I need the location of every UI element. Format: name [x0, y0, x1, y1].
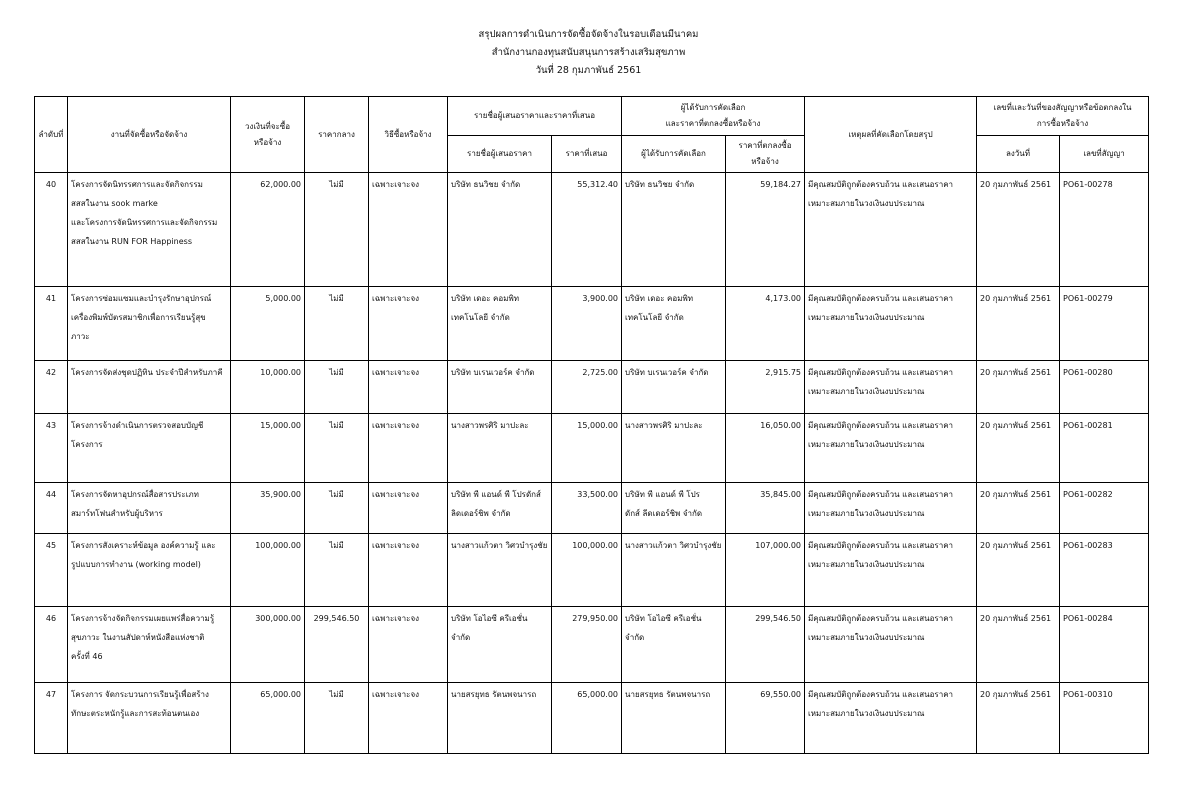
- cell-budget: 65,000.00: [231, 683, 305, 754]
- cell-selected: บริษัท เดอะ คอมพิท เทคโนโลยี จำกัด: [622, 287, 726, 361]
- table-row: [35, 683, 1149, 754]
- cell-seq: 47: [35, 683, 68, 754]
- cell-reason: มีคุณสมบัติถูกต้องครบถ้วน และเสนอราคา เหมาะสมภายในวงเงินงบประมาณ: [805, 534, 977, 607]
- cell-bidder: บริษัท บเรนเวอร์ค จำกัด: [448, 361, 552, 414]
- cell-work: โครงการจ้างจัดกิจกรรมเผยแพร่สื่อความรู้ สุขภาวะ ในงานสัปดาห์หนังสือแห่งชาติ ครั้งที่ 46: [68, 607, 231, 683]
- cell-seq: 45: [35, 534, 68, 607]
- cell-contract-date: 20 กุมภาพันธ์ 2561: [977, 361, 1060, 414]
- cell-work: โครงการจ้างดำเนินการตรวจสอบบัญชี โครงการ: [68, 414, 231, 483]
- cell-bid-price: 33,500.00: [552, 483, 622, 534]
- header-median-price: ราคากลาง: [305, 97, 369, 173]
- cell-agreed-price: 4,173.00: [726, 287, 805, 361]
- header-method: วิธีซื้อหรือจ้าง: [369, 97, 448, 173]
- cell-bidder: นางสาวพรศิริ มาปะละ: [448, 414, 552, 483]
- cell-agreed-price: 35,845.00: [726, 483, 805, 534]
- cell-median-price: ไม่มี: [305, 361, 369, 414]
- cell-bid-price: 65,000.00: [552, 683, 622, 754]
- cell-agreed-price: 107,000.00: [726, 534, 805, 607]
- header-selected-group: ผู้ได้รับการคัดเลือก และราคาที่ตกลงซื้อหรือจ้าง: [622, 97, 805, 136]
- cell-selected: นางสาวแก้วตา วิศวบำรุงชัย: [622, 534, 726, 607]
- cell-contract-date: 20 กุมภาพันธ์ 2561: [977, 173, 1060, 287]
- table-row: [35, 173, 1149, 287]
- header-contract-group: เลขที่และวันที่ของสัญญาหรือข้อตกลงใน การซื้อหรือจ้าง: [977, 97, 1149, 136]
- report-title: สรุปผลการดำเนินการจัดซื้อจัดจ้างในรอบเดือนมีนาคม: [478, 29, 699, 40]
- cell-method: เฉพาะเจาะจง: [369, 683, 448, 754]
- cell-median-price: ไม่มี: [305, 173, 369, 287]
- cell-selected: นายสรยุทธ รัตนพจนารถ: [622, 683, 726, 754]
- cell-bid-price: 100,000.00: [552, 534, 622, 607]
- cell-budget: 100,000.00: [231, 534, 305, 607]
- cell-seq: 43: [35, 414, 68, 483]
- cell-work: โครงการสังเคราะห์ข้อมูล องค์ความรู้ และ รูปแบบการทำงาน (working model): [68, 534, 231, 607]
- cell-bidder: นางสาวแก้วตา วิศวบำรุงชัย: [448, 534, 552, 607]
- cell-agreed-price: 69,550.00: [726, 683, 805, 754]
- cell-median-price: ไม่มี: [305, 683, 369, 754]
- cell-contract-no: PO61-00280: [1060, 361, 1149, 414]
- cell-bid-price: 279,950.00: [552, 607, 622, 683]
- cell-selected: บริษัท ธนวิชย จำกัด: [622, 173, 726, 287]
- cell-reason: มีคุณสมบัติถูกต้องครบถ้วน และเสนอราคา เหมาะสมภายในวงเงินงบประมาณ: [805, 414, 977, 483]
- cell-median-price: ไม่มี: [305, 414, 369, 483]
- cell-contract-date: 20 กุมภาพันธ์ 2561: [977, 607, 1060, 683]
- header-bid-price: ราคาที่เสนอ: [552, 136, 622, 173]
- organization-name: สำนักงานกองทุนสนับสนุนการสร้างเสริมสุขภาพ: [491, 47, 686, 58]
- cell-selected: นางสาวพรศิริ มาปะละ: [622, 414, 726, 483]
- cell-reason: มีคุณสมบัติถูกต้องครบถ้วน และเสนอราคา เหมาะสมภายในวงเงินงบประมาณ: [805, 287, 977, 361]
- cell-work: โครงการจัดส่งชุดปฏิทิน ประจำปีสำหรับภาคี: [68, 361, 231, 414]
- cell-contract-date: 20 กุมภาพันธ์ 2561: [977, 483, 1060, 534]
- cell-contract-no: PO61-00310: [1060, 683, 1149, 754]
- cell-median-price: ไม่มี: [305, 534, 369, 607]
- table-row: [35, 607, 1149, 683]
- cell-method: เฉพาะเจาะจง: [369, 534, 448, 607]
- cell-reason: มีคุณสมบัติถูกต้องครบถ้วน และเสนอราคา เหมาะสมภายในวงเงินงบประมาณ: [805, 607, 977, 683]
- report-date: วันที่ 28 กุมภาพันธ์ 2561: [535, 65, 642, 76]
- header-contract-date: ลงวันที่: [977, 136, 1060, 173]
- table-row: [35, 287, 1149, 361]
- header-contract-no: เลขที่สัญญา: [1060, 136, 1149, 173]
- cell-contract-date: 20 กุมภาพันธ์ 2561: [977, 414, 1060, 483]
- header-budget: วงเงินที่จะซื้อ หรือจ้าง: [231, 97, 305, 173]
- cell-median-price: 299,546.50: [305, 607, 369, 683]
- header-bidders-group: รายชื่อผู้เสนอราคาและราคาที่เสนอ: [448, 97, 622, 136]
- cell-agreed-price: 299,546.50: [726, 607, 805, 683]
- cell-selected: บริษัท พี แอนด์ พี โปร ดักส์ ลีดเดอร์ชิพ จำกัด: [622, 483, 726, 534]
- cell-work: โครงการจัดหาอุปกรณ์สื่อสารประเภท สมาร์ทโฟนสำหรับผู้บริหาร: [68, 483, 231, 534]
- header-reason: เหตุผลที่คัดเลือกโดยสรุป: [805, 97, 977, 173]
- cell-budget: 62,000.00: [231, 173, 305, 287]
- cell-bid-price: 3,900.00: [552, 287, 622, 361]
- cell-method: เฉพาะเจาะจง: [369, 414, 448, 483]
- cell-bidder: นายสรยุทธ รัตนพจนารถ: [448, 683, 552, 754]
- cell-selected: บริษัท บเรนเวอร์ค จำกัด: [622, 361, 726, 414]
- cell-bid-price: 2,725.00: [552, 361, 622, 414]
- table-row: [35, 361, 1149, 414]
- header-bidder-name: รายชื่อผู้เสนอราคา: [448, 136, 552, 173]
- cell-seq: 40: [35, 173, 68, 287]
- cell-bid-price: 55,312.40: [552, 173, 622, 287]
- header-selected-name: ผู้ได้รับการคัดเลือก: [622, 136, 726, 173]
- cell-agreed-price: 59,184.27: [726, 173, 805, 287]
- cell-contract-no: PO61-00279: [1060, 287, 1149, 361]
- table-row: [35, 483, 1149, 534]
- cell-bidder: บริษัท เดอะ คอมพิท เทคโนโลยี จำกัด: [448, 287, 552, 361]
- header-agreed-price: ราคาที่ตกลงซื้อ หรือจ้าง: [726, 136, 805, 173]
- cell-bid-price: 15,000.00: [552, 414, 622, 483]
- cell-reason: มีคุณสมบัติถูกต้องครบถ้วน และเสนอราคา เหมาะสมภายในวงเงินงบประมาณ: [805, 361, 977, 414]
- cell-budget: 300,000.00: [231, 607, 305, 683]
- cell-seq: 46: [35, 607, 68, 683]
- cell-bidder: บริษัท ธนวิชย จำกัด: [448, 173, 552, 287]
- cell-budget: 10,000.00: [231, 361, 305, 414]
- cell-contract-date: 20 กุมภาพันธ์ 2561: [977, 683, 1060, 754]
- table-row: [35, 534, 1149, 607]
- cell-method: เฉพาะเจาะจง: [369, 287, 448, 361]
- header-work: งานที่จัดซื้อหรือจัดจ้าง: [68, 97, 231, 173]
- cell-reason: มีคุณสมบัติถูกต้องครบถ้วน และเสนอราคา เหมาะสมภายในวงเงินงบประมาณ: [805, 483, 977, 534]
- cell-seq: 44: [35, 483, 68, 534]
- cell-contract-no: PO61-00282: [1060, 483, 1149, 534]
- cell-contract-no: PO61-00283: [1060, 534, 1149, 607]
- cell-median-price: ไม่มี: [305, 287, 369, 361]
- cell-work: โครงการจัดนิทรรศการและจัดกิจกรรม สสสในงาน sook marke และโครงการจัดนิทรรศการและจัดกิจกรรม สสสในงาน RUN FOR Happiness: [68, 173, 231, 287]
- cell-seq: 41: [35, 287, 68, 361]
- cell-method: เฉพาะเจาะจง: [369, 483, 448, 534]
- cell-budget: 35,900.00: [231, 483, 305, 534]
- cell-contract-date: 20 กุมภาพันธ์ 2561: [977, 534, 1060, 607]
- cell-agreed-price: 2,915.75: [726, 361, 805, 414]
- cell-method: เฉพาะเจาะจง: [369, 173, 448, 287]
- cell-bidder: บริษัท โอไอซี ครีเอชั่น จำกัด: [448, 607, 552, 683]
- cell-contract-no: PO61-00281: [1060, 414, 1149, 483]
- table-row: [35, 414, 1149, 483]
- cell-bidder: บริษัท พี แอนด์ พี โปรดักส์ ลิดเดอร์ชิพ จำกัด: [448, 483, 552, 534]
- cell-selected: บริษัท โอไอซี ครีเอชั่น จำกัด: [622, 607, 726, 683]
- cell-median-price: ไม่มี: [305, 483, 369, 534]
- cell-reason: มีคุณสมบัติถูกต้องครบถ้วน และเสนอราคา เหมาะสมภายในวงเงินงบประมาณ: [805, 173, 977, 287]
- cell-work: โครงการ จัดกระบวนการเรียนรู้เพื่อสร้าง ทักษะตระหนักรู้และการสะท้อนตนเอง: [68, 683, 231, 754]
- cell-work: โครงการซ่อมแซมและบำรุงรักษาอุปกรณ์ เครื่องพิมพ์บัตรสมาชิกเพื่อการเรียนรู้สุข ภาวะ: [68, 287, 231, 361]
- cell-method: เฉพาะเจาะจง: [369, 361, 448, 414]
- cell-seq: 42: [35, 361, 68, 414]
- cell-contract-date: 20 กุมภาพันธ์ 2561: [977, 287, 1060, 361]
- cell-budget: 15,000.00: [231, 414, 305, 483]
- procurement-table: [34, 96, 1149, 754]
- cell-contract-no: PO61-00278: [1060, 173, 1149, 287]
- header-seq: ลำดับที่: [35, 97, 68, 173]
- cell-budget: 5,000.00: [231, 287, 305, 361]
- cell-method: เฉพาะเจาะจง: [369, 607, 448, 683]
- cell-reason: มีคุณสมบัติถูกต้องครบถ้วน และเสนอราคา เหมาะสมภายในวงเงินงบประมาณ: [805, 683, 977, 754]
- cell-contract-no: PO61-00284: [1060, 607, 1149, 683]
- cell-agreed-price: 16,050.00: [726, 414, 805, 483]
